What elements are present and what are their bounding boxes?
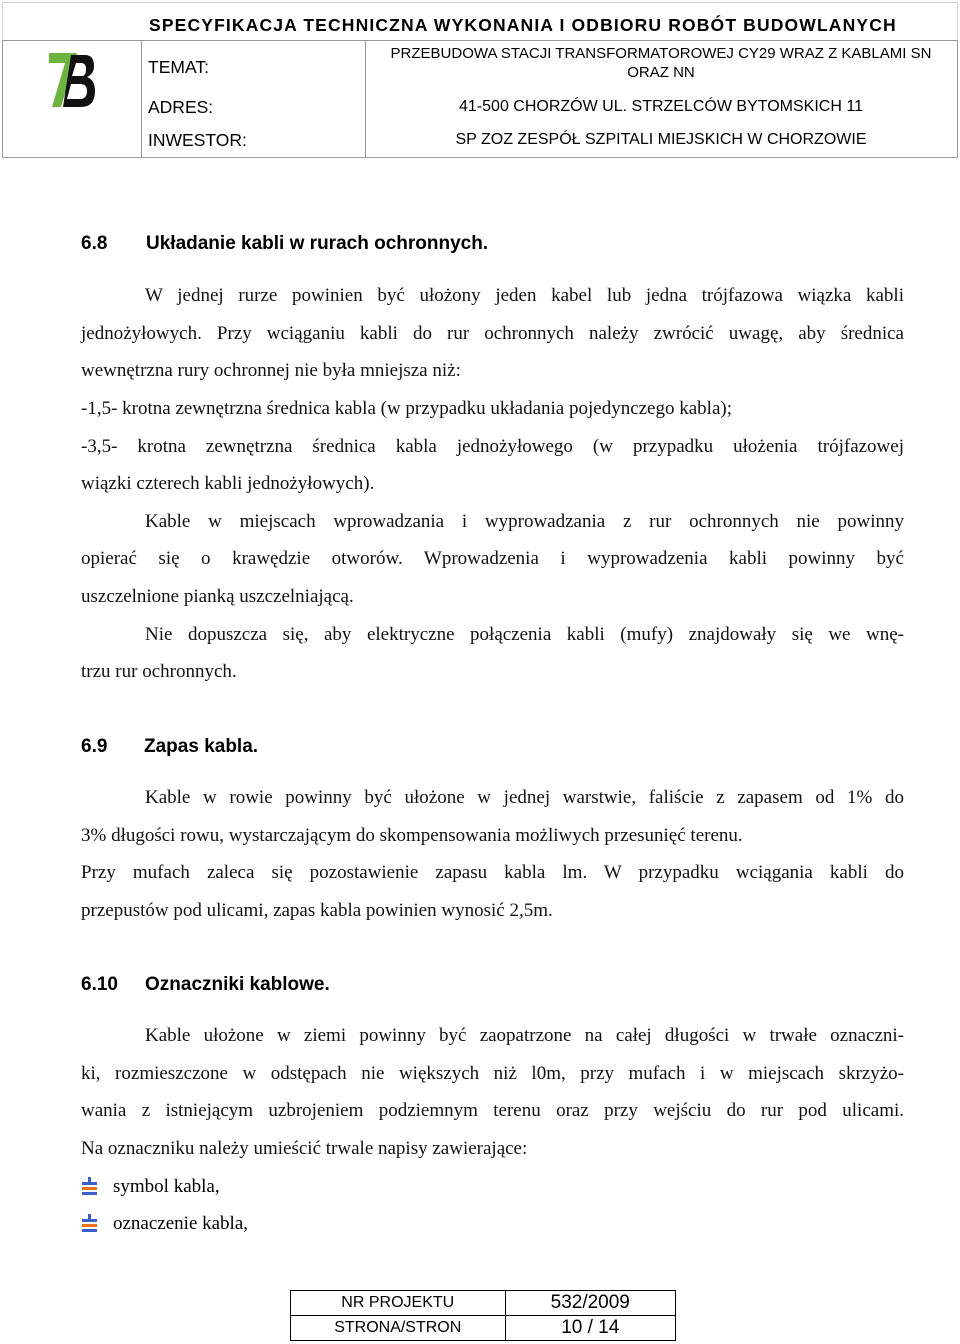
company-logo-icon	[47, 51, 95, 109]
inwestor-label: INWESTOR:	[148, 130, 247, 150]
specification-title: SPECYFIKACJA TECHNICZNA WYKONANIA I ODBIORU ROBÓT BUDOWLANYCH	[149, 15, 897, 35]
temat-value	[366, 45, 956, 81]
table-row	[291, 1291, 676, 1316]
paragraph-line: Nie dopuszcza się, aby elektryczne połączenia kabli (mufy) znajdowały się we wnę-	[145, 624, 904, 645]
page-header	[2, 0, 958, 158]
inwestor-value: SP ZOZ ZESPÓŁ SZPITALI MIEJSKICH W CHORZOWIE	[455, 131, 867, 148]
paragraph-line: Na oznaczniku należy umieścić trwale napisy zawierające:	[81, 1138, 528, 1159]
project-number-value: 532/2009	[505, 1291, 676, 1316]
paragraph-line: Kable w miejscach wprowadzania i wyprowadzania z rur ochronnych nie powinny	[145, 511, 904, 532]
logo-cell	[3, 41, 142, 157]
paragraph-line: przepustów pod ulicami, zapas kabla powinien wynosić 2,5m.	[81, 900, 553, 921]
temat-label: TEMAT:	[148, 57, 209, 77]
temat-value-line2: ORAZ NN	[627, 64, 695, 81]
section-title: Zapas kabla.	[144, 736, 259, 757]
paragraph-line: opierać się o krawędzie otworów. Wprowadzenia i wyprowadzenia kabli powinny być	[81, 548, 904, 569]
paragraph-line: Kable w rowie powinny być ułożone w jednej warstwie, faliście z zapasem od 1% do	[145, 787, 904, 808]
adres-label: ADRES:	[148, 97, 214, 117]
bullet-item: symbol kabla,	[113, 1176, 220, 1197]
page-count-label: STRONA/STRON	[291, 1316, 506, 1341]
temat-value-line1: PRZEBUDOWA STACJI TRANSFORMATOROWEJ CY29 WRAZ Z KABLAMI SN	[390, 45, 932, 62]
section-number: 6.10	[81, 974, 118, 995]
adres-value: 41-500 CHORZÓW UL. STRZELCÓW BYTOMSKICH 11	[459, 98, 863, 115]
section-title: Oznaczniki kablowe.	[145, 974, 330, 995]
paragraph-line: wania z istniejącym uzbrojeniem podziemnym terenu oraz przy wejściu do rur pod ulicami.	[81, 1100, 904, 1121]
project-number-label: NR PROJEKTU	[291, 1291, 506, 1316]
paragraph-line: -3,5- krotna zewnętrzna średnica kabla jednożyłowego (w przypadku ułożenia trójfazowej	[81, 436, 904, 457]
section-number: 6.9	[81, 736, 108, 757]
header-title-bar	[2, 2, 958, 40]
paragraph-line: Przy mufach zaleca się pozostawienie zapasu kabla lm. W przypadku wciągania kabli do	[81, 862, 904, 883]
section-title: Układanie kabli w rurach ochronnych.	[146, 233, 489, 254]
paragraph-line: wewnętrzna rury ochronnej nie była mniejsza niż:	[81, 360, 461, 381]
section-number: 6.8	[81, 233, 108, 254]
bullet-item: oznaczenie kabla,	[113, 1213, 249, 1234]
paragraph-line: ki, rozmieszczone w odstępach nie większych niż l0m, przy mufach i w miejscach skrzyżo-	[81, 1063, 904, 1084]
paragraph-line: -1,5- krotna zewnętrzna średnica kabla (w przypadku układania pojedynczego kabla);	[81, 398, 732, 419]
stacked-arrow-bullet-icon	[81, 1177, 99, 1195]
paragraph-line: trzu rur ochronnych.	[81, 661, 237, 682]
paragraph-line: Kable ułożone w ziemi powinny być zaopatrzone na całej długości w trwałe oznaczni-	[145, 1025, 904, 1046]
paragraph-line: 3% długości rowu, wystarczającym do skompensowania możliwych przesunięć terenu.	[81, 825, 743, 846]
table-row	[291, 1316, 676, 1341]
paragraph-line: jednożyłowych. Przy wciąganiu kabli do rur ochronnych należy zwrócić uwagę, aby średnica	[81, 323, 904, 344]
page-count-value: 10 / 14	[505, 1316, 676, 1341]
footer-project-table	[290, 1290, 676, 1341]
paragraph-line: uszczelnione pianką uszczelniającą.	[81, 586, 354, 607]
paragraph-line: wiązki czterech kabli jednożyłowych).	[81, 473, 375, 494]
paragraph-line: W jednej rurze powinien być ułożony jeden kabel lub jedna trójfazowa wiązka kabli	[145, 285, 904, 306]
stacked-arrow-bullet-icon	[81, 1214, 99, 1232]
